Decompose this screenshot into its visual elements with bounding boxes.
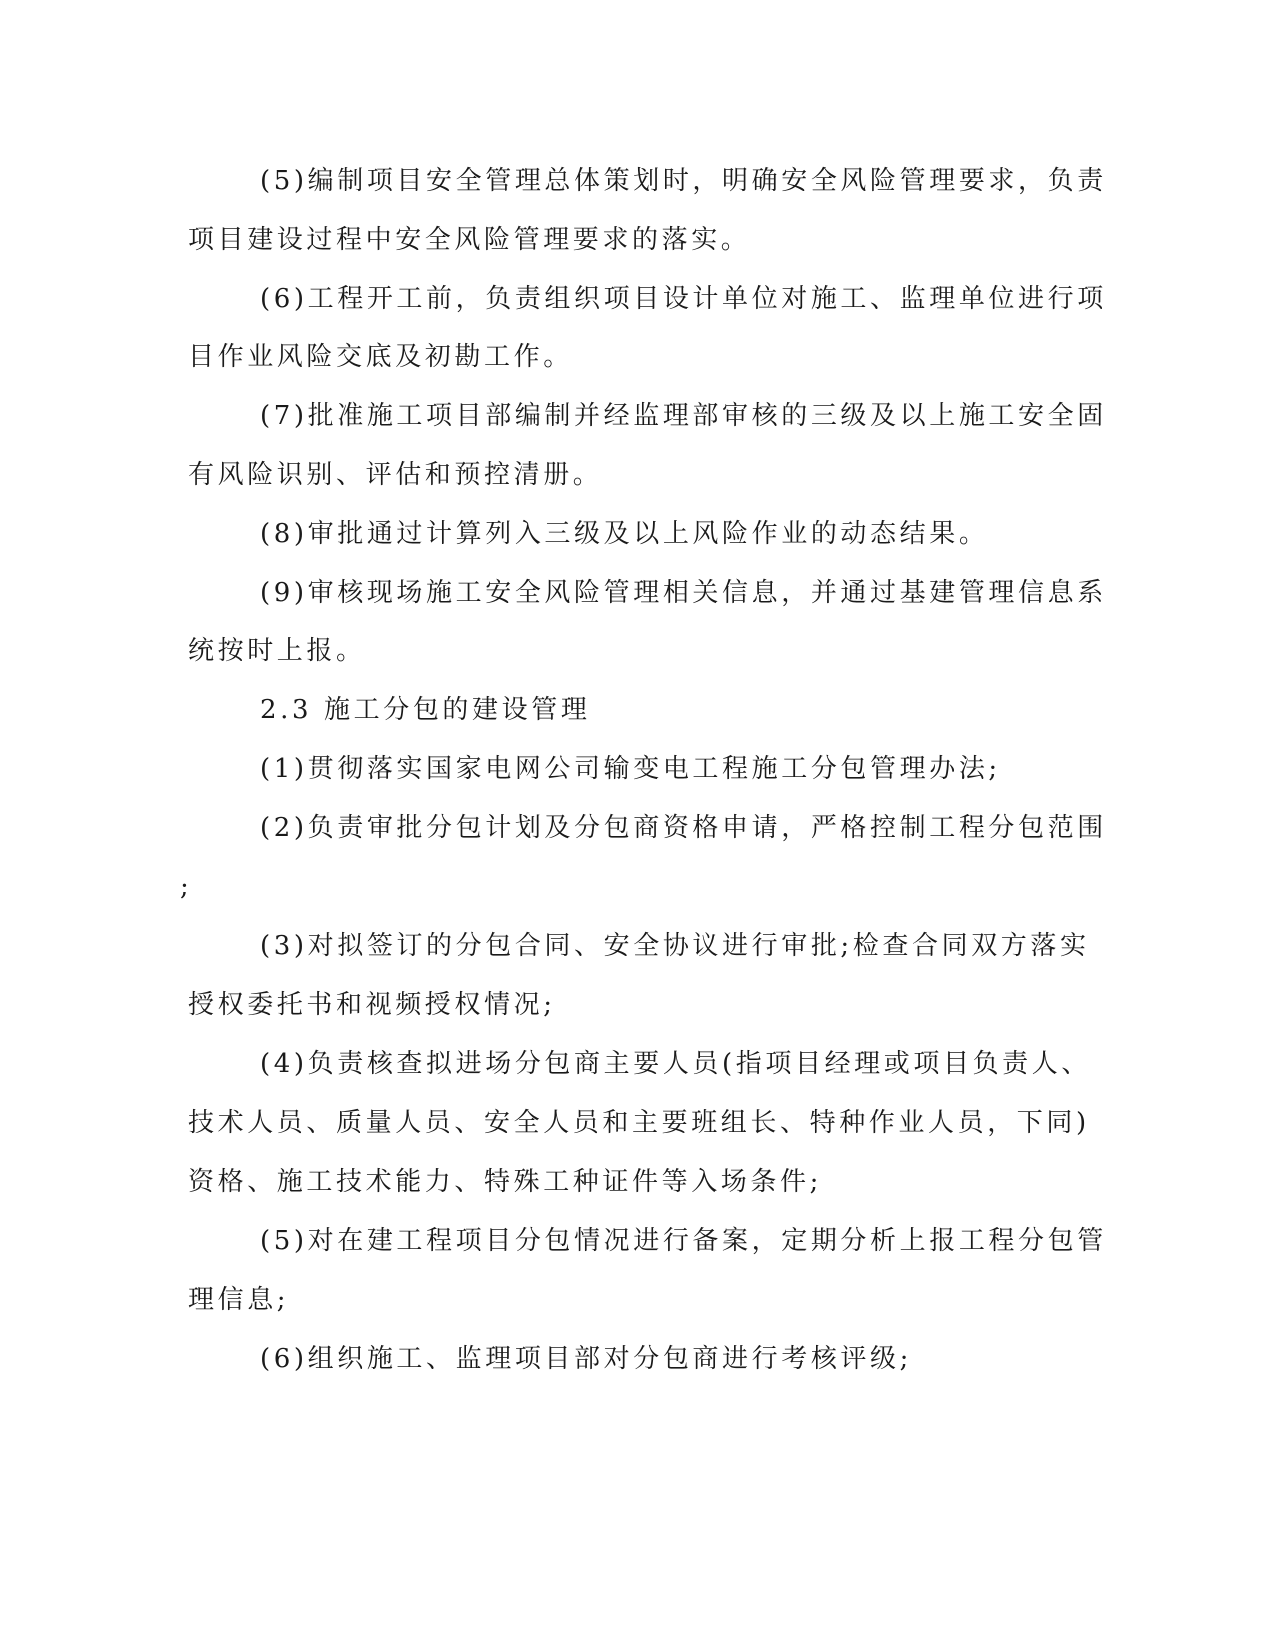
text-line: (9)审核现场施工安全风险管理相关信息，并通过基建管理信息系 [260, 578, 1107, 608]
section-heading: 2.3 施工分包的建设管理 [260, 695, 591, 725]
text-line: (6)组织施工、监理项目部对分包商进行考核评级; [260, 1344, 912, 1374]
text-line: (4)负责核查拟进场分包商主要人员(指项目经理或项目负责人、 [260, 1049, 1091, 1079]
text-line: (6)工程开工前，负责组织项目设计单位对施工、监理单位进行项 [260, 284, 1107, 314]
text-line: (8)审批通过计算列入三级及以上风险作业的动态结果。 [260, 519, 989, 549]
text-line: 有风险识别、评估和预控清册。 [188, 460, 603, 490]
text-line: (7)批准施工项目部编制并经监理部审核的三级及以上施工安全固 [260, 401, 1107, 431]
text-line: (3)对拟签订的分包合同、安全协议进行审批;检查合同双方落实 [260, 931, 1090, 961]
text-line: 技术人员、质量人员、安全人员和主要班组长、特种作业人员，下同) [188, 1108, 1090, 1138]
text-line: 授权委托书和视频授权情况; [188, 990, 556, 1020]
text-line: 理信息; [188, 1285, 290, 1315]
text-line: (2)负责审批分包计划及分包商资格申请，严格控制工程分包范围 [260, 813, 1107, 843]
text-line: 统按时上报。 [188, 636, 366, 666]
text-line: 资格、施工技术能力、特殊工种证件等入场条件; [188, 1167, 822, 1197]
text-line: (5)编制项目安全管理总体策划时，明确安全风险管理要求，负责 [260, 166, 1107, 196]
text-line: (1)贯彻落实国家电网公司输变电工程施工分包管理办法; [260, 754, 1001, 784]
text-line: 目作业风险交底及初勘工作。 [188, 342, 573, 372]
text-line: (5)对在建工程项目分包情况进行备案，定期分析上报工程分包管 [260, 1226, 1107, 1256]
text-line: 项目建设过程中安全风险管理要求的落实。 [188, 225, 751, 255]
text-line: ; [180, 872, 193, 902]
